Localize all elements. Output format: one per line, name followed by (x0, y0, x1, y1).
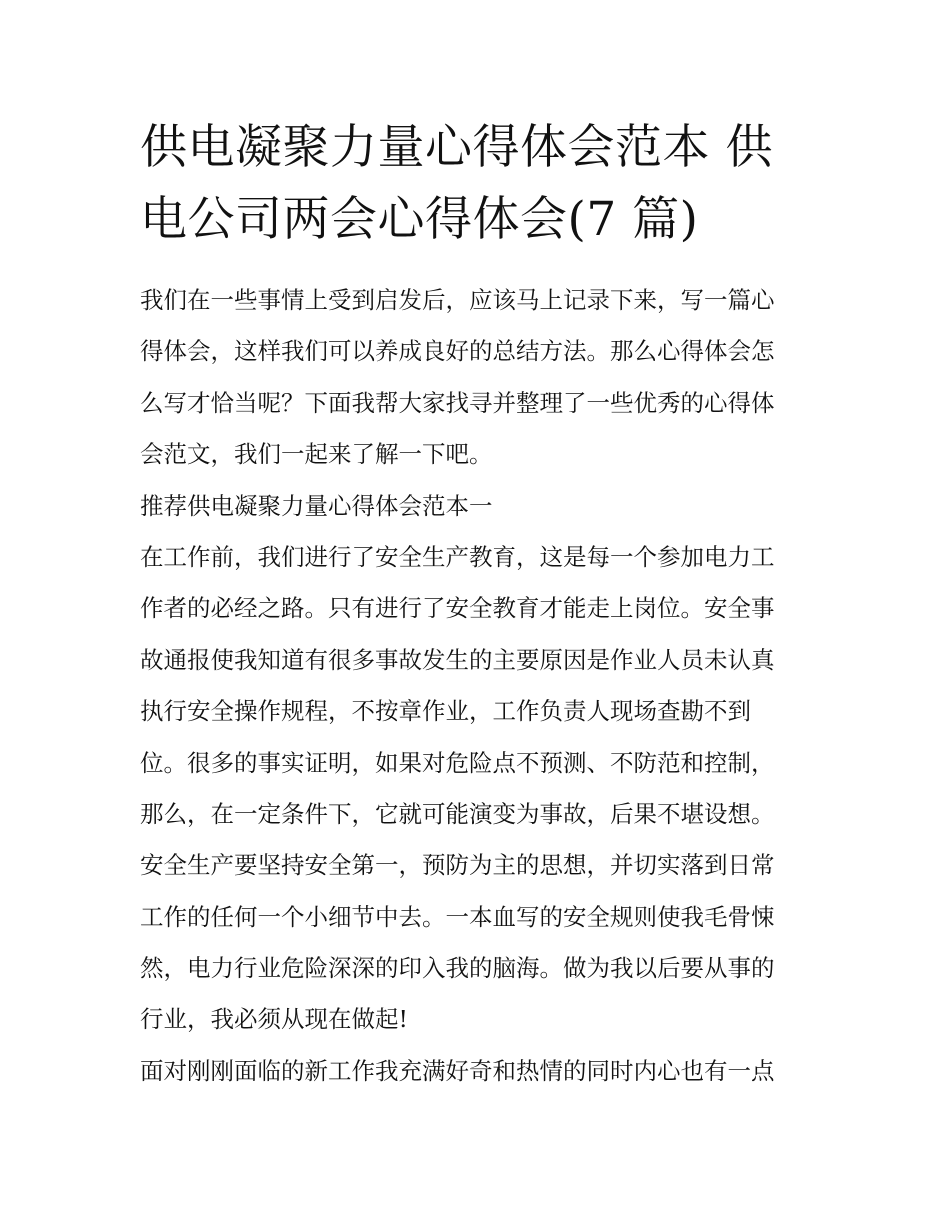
document-body (140, 284, 820, 1106)
body-line: 那么，在一定条件下，它就可能演变为事故，后果不堪设想。 (140, 799, 775, 828)
body-line: 工作的任何一个小细节中去。一本血写的安全规则使我毛骨悚 (140, 902, 775, 931)
body-line: 会范文，我们一起来了解一下吧。 (140, 440, 493, 469)
body-line: 故通报使我知道有很多事故发生的主要原因是作业人员未认真 (140, 645, 775, 674)
document-title (140, 112, 812, 256)
body-line: 作者的必经之路。只有进行了安全教育才能走上岗位。安全事 (140, 594, 775, 623)
body-line: 安全生产要坚持安全第一，预防为主的思想，并切实落到日常 (140, 851, 775, 880)
body-line: 得体会，这样我们可以养成良好的总结方法。那么心得体会怎 (140, 337, 775, 366)
section-heading: 推荐供电凝聚力量心得体会范本一 (140, 491, 493, 520)
body-line: 然，电力行业危险深深的印入我的脑海。做为我以后要从事的 (140, 954, 775, 983)
body-line: 面对刚刚面临的新工作我充满好奇和热情的同时内心也有一点 (140, 1056, 775, 1085)
body-line: 执行安全操作规程，不按章作业，工作负责人现场查勘不到 (140, 697, 751, 726)
body-line: 行业，我必须从现在做起! (140, 1005, 408, 1034)
body-line: 在工作前，我们进行了安全生产教育，这是每一个参加电力工 (140, 542, 775, 571)
body-line: 位。很多的事实证明，如果对危险点不预测、不防范和控制， (140, 748, 775, 777)
title-line-2: 电公司两会心得体会(7 篇) (140, 192, 699, 247)
body-line: 么写才恰当呢？下面我帮大家找寻并整理了一些优秀的心得体 (140, 388, 775, 417)
body-line: 我们在一些事情上受到启发后，应该马上记录下来，写一篇心 (140, 286, 775, 314)
title-line-1: 供电凝聚力量心得体会范本 供 (140, 120, 773, 175)
